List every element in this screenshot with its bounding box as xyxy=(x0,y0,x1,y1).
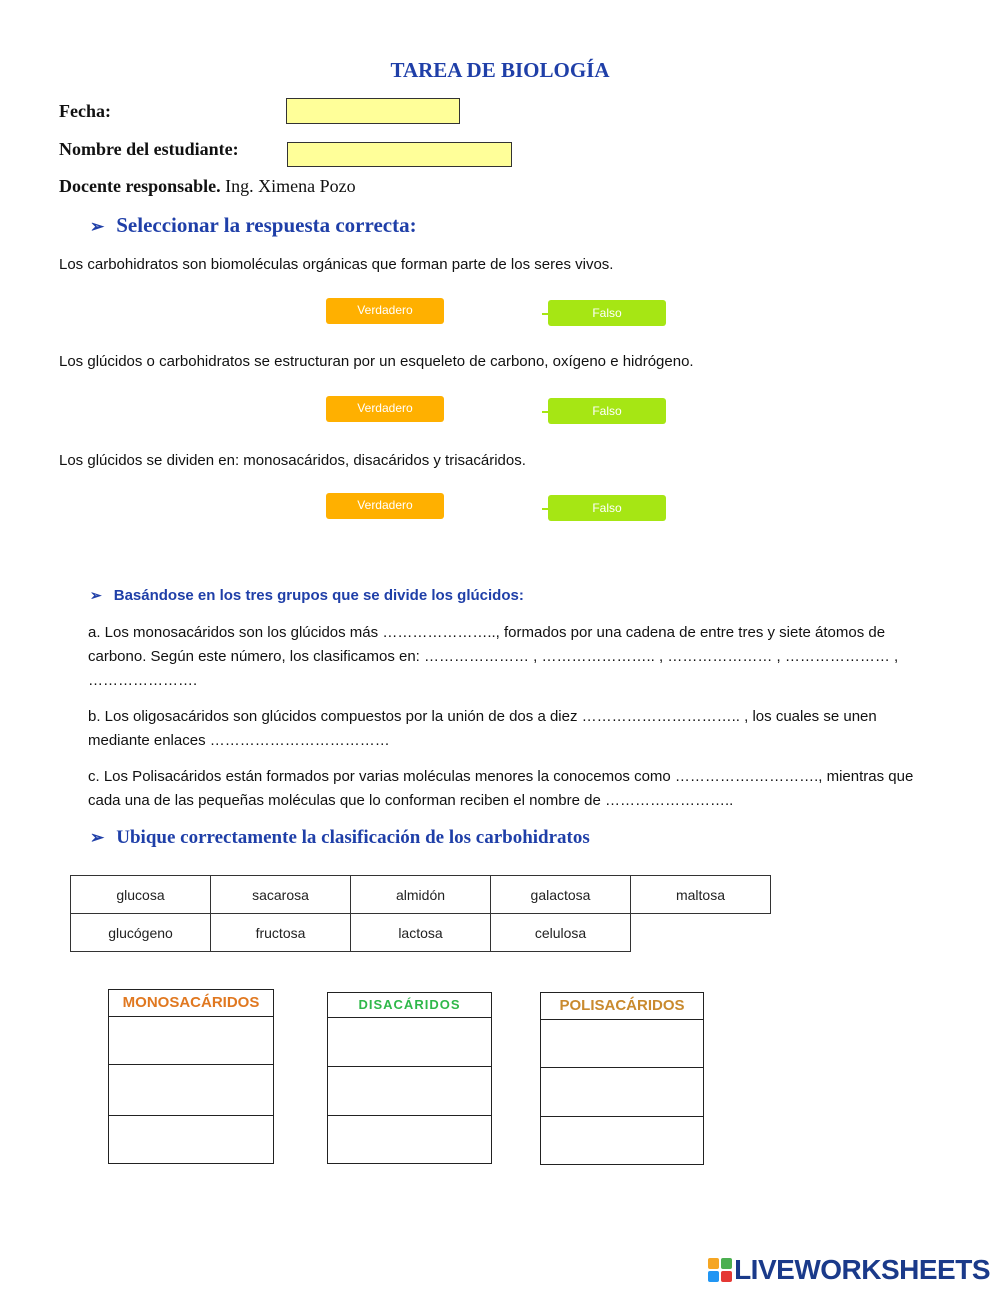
drop-slot[interactable] xyxy=(328,1116,491,1163)
box-header: DISACÁRIDOS xyxy=(328,993,491,1018)
word-glucogeno[interactable]: glucógeno xyxy=(71,914,211,952)
monosacaridos-box xyxy=(108,989,274,1164)
q3-true-button[interactable]: Verdadero xyxy=(326,493,444,519)
box-header: POLISACÁRIDOS xyxy=(541,993,703,1020)
drop-slot[interactable] xyxy=(109,1017,273,1065)
arrow-icon: ➢ xyxy=(90,587,102,603)
word-almidon[interactable]: almidón xyxy=(351,876,491,914)
question-2: Los glúcidos o carbohidratos se estructuran por un esqueleto de carbono, oxígeno e hidrógeno. xyxy=(59,353,694,370)
docente-label: Docente responsable. xyxy=(59,176,221,196)
drop-slot[interactable] xyxy=(328,1018,491,1067)
drop-slot[interactable] xyxy=(109,1065,273,1116)
docente-value: Ing. Ximena Pozo xyxy=(225,176,356,196)
word-glucosa[interactable]: glucosa xyxy=(71,876,211,914)
word-celulosa[interactable]: celulosa xyxy=(491,914,631,952)
empty-cell xyxy=(631,914,771,952)
words-table xyxy=(70,875,771,952)
fecha-input[interactable] xyxy=(286,98,460,124)
paragraph-c: c. Los Polisacáridos están formados por varias moléculas menores la conocemos como …………….…………., mientras que cada una de las pequeñas moléculas que lo conforman reciben el nombre de …………………….. xyxy=(88,768,914,809)
table-row xyxy=(71,914,771,952)
word-maltosa[interactable]: maltosa xyxy=(631,876,771,914)
question-3: Los glúcidos se dividen en: monosacáridos, disacáridos y trisacáridos. xyxy=(59,452,526,469)
nombre-label: Nombre del estudiante: xyxy=(59,139,239,159)
paragraph-a: a. Los monosacáridos son los glúcidos más ………………….., formados por una cadena de entre tres y siete átomos de carbono. Según este número, los clasificamos en: ………………… , ………………….. , ………………… , ………………… , …………………. xyxy=(88,624,899,689)
q2-true-button[interactable]: Verdadero xyxy=(326,396,444,422)
word-galactosa[interactable]: galactosa xyxy=(491,876,631,914)
drop-slot[interactable] xyxy=(328,1067,491,1116)
nombre-input[interactable] xyxy=(287,142,512,167)
word-fructosa[interactable]: fructosa xyxy=(211,914,351,952)
question-1: Los carbohidratos son biomoléculas orgánicas que forman parte de los seres vivos. xyxy=(59,256,614,273)
drop-slot[interactable] xyxy=(109,1116,273,1163)
arrow-icon: ➢ xyxy=(90,828,105,847)
polisacaridos-box xyxy=(540,992,704,1165)
q1-true-button[interactable]: Verdadero xyxy=(326,298,444,324)
paragraph-b: b. Los oligosacáridos son glúcidos compuestos por la unión de dos a diez ………………………….. , los cuales se unen mediante enlaces ……………………………… xyxy=(88,708,877,749)
fecha-label: Fecha: xyxy=(59,101,111,121)
liveworksheets-icon xyxy=(708,1258,732,1282)
docente-line xyxy=(59,176,356,197)
drop-slot[interactable] xyxy=(541,1020,703,1068)
table-row xyxy=(71,876,771,914)
section1-heading: ➢ Seleccionar la respuesta correcta: xyxy=(90,213,417,237)
box-header: MONOSACÁRIDOS xyxy=(109,990,273,1017)
section3-heading: ➢ Ubique correctamente la clasificación de los carbohidratos xyxy=(90,827,590,848)
q3-false-button[interactable]: Falso xyxy=(548,495,666,521)
drop-slot[interactable] xyxy=(541,1117,703,1164)
drop-slot[interactable] xyxy=(541,1068,703,1117)
word-lactosa[interactable]: lactosa xyxy=(351,914,491,952)
arrow-icon: ➢ xyxy=(90,217,105,236)
section2-heading: ➢ Basándose en los tres grupos que se divide los glúcidos: xyxy=(90,587,524,604)
q1-false-button[interactable]: Falso xyxy=(548,300,666,326)
disacaridos-box xyxy=(327,992,492,1164)
page-title: TAREA DE BIOLOGÍA xyxy=(390,58,610,82)
q2-false-button[interactable]: Falso xyxy=(548,398,666,424)
liveworksheets-logo: LIVEWORKSHEETS xyxy=(708,1254,990,1286)
word-sacarosa[interactable]: sacarosa xyxy=(211,876,351,914)
